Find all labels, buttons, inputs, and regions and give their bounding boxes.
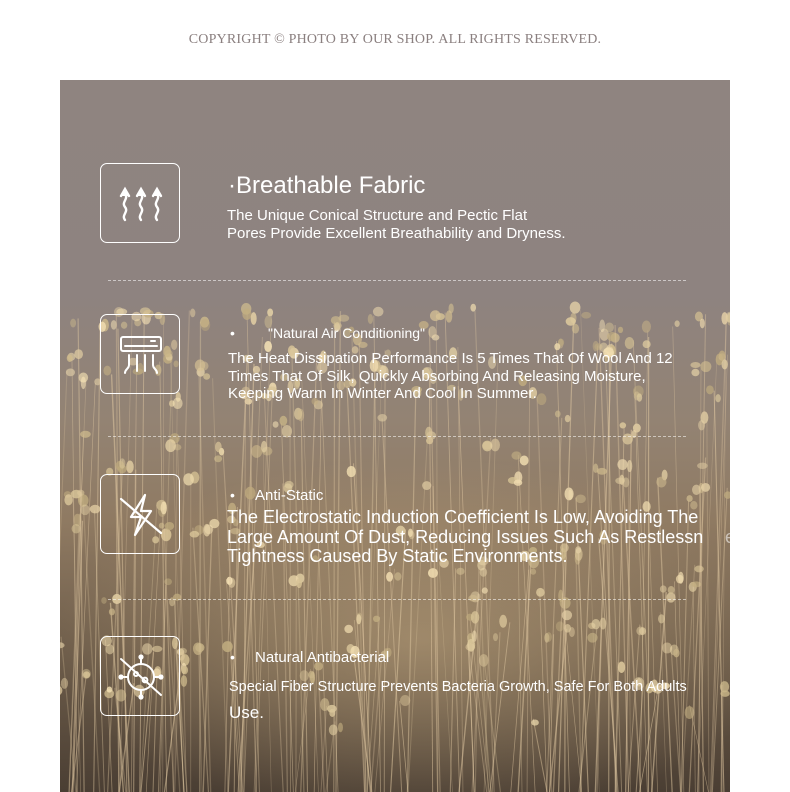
feature-title-breathable: ·Breathable Fabric [228, 172, 426, 199]
bullet-marker: • [230, 487, 235, 503]
description-line: Tightness Caused By Static Environments. [227, 546, 568, 566]
feature-description-air-conditioning [228, 350, 673, 403]
bullet-marker: • [230, 649, 235, 665]
description-line: The Electrostatic Induction Coefficient Is Low, Avoiding The [227, 507, 699, 527]
air-conditioning-icon-box [100, 314, 180, 394]
feature-description-antibacterial: Special Fiber Structure Prevents Bacteria Growth, Safe For Both Adults [229, 679, 687, 695]
feature-description-anti-static [227, 508, 703, 567]
overflow-text-fragment: Fabric [737, 508, 788, 528]
bullet-marker: • [230, 325, 235, 341]
overflow-text-fragment: ess, He [725, 527, 787, 547]
description-line: Pores Provide Excellent Breathability and Dryness. [227, 225, 566, 242]
feature-panel [60, 80, 788, 792]
feature-title-anti-static: Anti-Static [255, 487, 324, 504]
section-divider [108, 599, 686, 600]
feature-title-air-conditioning: "Natural Air Conditioning" [268, 325, 426, 341]
anti-static-icon-box [100, 474, 180, 554]
feature-description-antibacterial-end: Use. [229, 703, 264, 722]
overflow-text-fragment: And Ch [732, 679, 781, 695]
antibacterial-icon [115, 651, 167, 703]
description-line: Times That Of Silk, Quickly Absorbing And Releasing Moisture, [228, 367, 646, 385]
feature-heading-air-conditioning [230, 325, 425, 341]
antibacterial-icon-box [100, 636, 180, 716]
copyright-notice: COPYRIGHT © PHOTO BY OUR SHOP. ALL RIGHTS RESERVED. [188, 32, 602, 47]
air-conditioner-icon [115, 329, 167, 381]
description-line: The Unique Conical Structure and Pectic Flat [227, 207, 528, 224]
feature-title-antibacterial: Natural Antibacterial [255, 649, 390, 666]
feature-heading-antibacterial [230, 649, 389, 666]
breathable-waves-icon [115, 178, 167, 230]
feature-heading-anti-static [230, 487, 323, 504]
section-divider [108, 436, 686, 437]
description-line: Large Amount Of Dust, Reducing Issues Such As Restlessn [227, 526, 704, 547]
breathable-icon-box [100, 163, 180, 243]
anti-static-icon [115, 489, 167, 541]
feature-description-breathable [227, 207, 566, 243]
description-line: Keeping Warm In Winter And Cool In Summer. [228, 385, 537, 402]
section-divider [108, 280, 686, 281]
description-line: The Heat Dissipation Performance Is 5 Times That Of Wool And 12 [228, 350, 673, 367]
